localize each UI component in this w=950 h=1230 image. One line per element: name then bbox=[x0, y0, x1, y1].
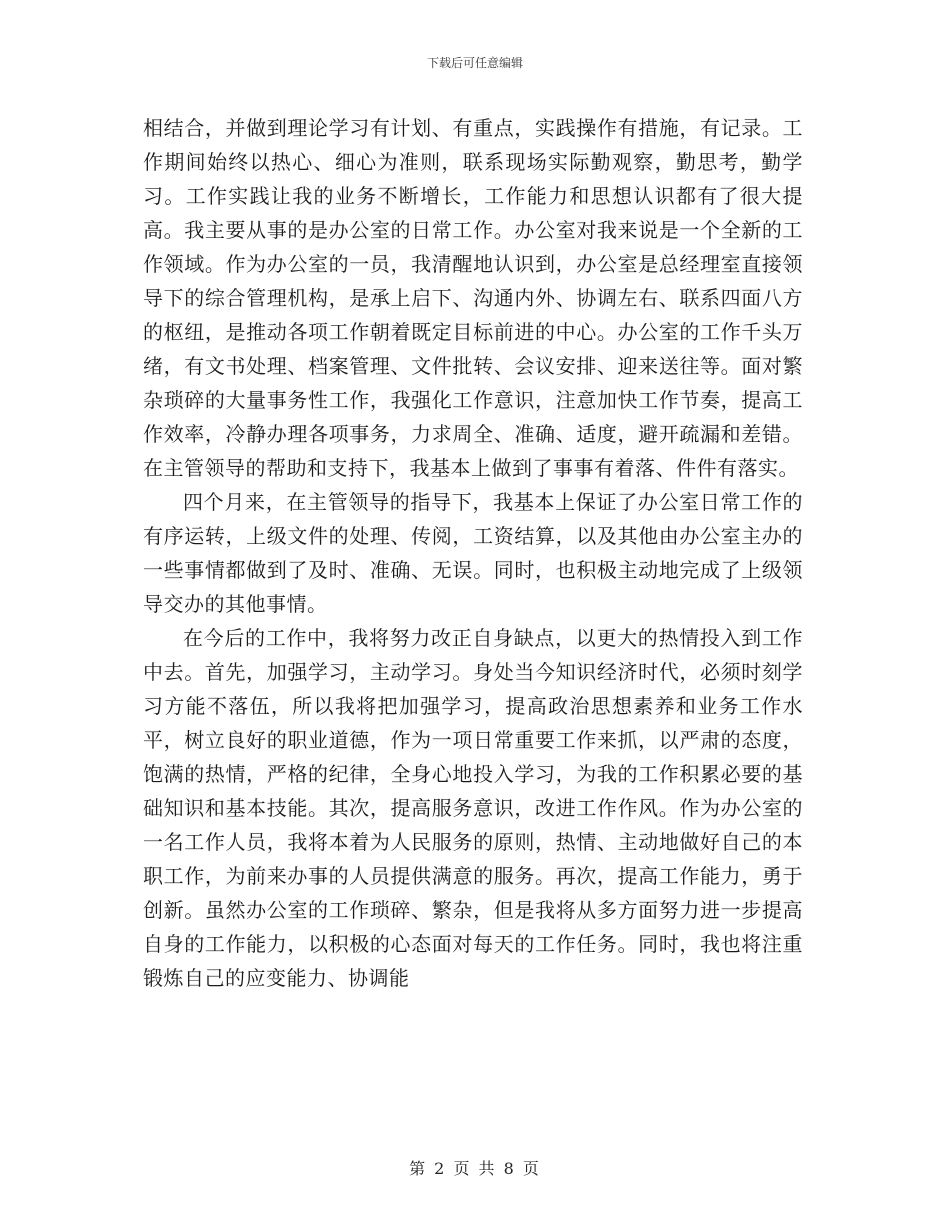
body-paragraph: 相结合，并做到理论学习有计划、有重点，实践操作有措施，有记录。工作期间始终以热心、细心为准则，联系现场实际勤观察，勤思考，勤学习。工作实践让我的业务不断增长，工作能力和思想认识都有了很大提高。我主要从事的是办公室的日常工作。办公室对我来说是一个全新的工作领域。作为办公室的一员，我清醒地认识到，办公室是总经理室直接领导下的综合管理机构，是承上启下、沟通内外、协调左右、联系四面八方的枢纽，是推动各项工作朝着既定目标前进的中心。办公室的工作千头万绪，有文书处理、档案管理、文件批转、会议安排、迎来送往等。面对繁杂琐碎的大量事务性工作，我强化工作意识，注意加快工作节奏，提高工作效率，冷静办理各项事务，力求周全、准确、适度，避开疏漏和差错。在主管领导的帮助和支持下，我基本上做到了事事有着落、件件有落实。 bbox=[143, 116, 803, 480]
body-paragraph: 在今后的工作中，我将努力改正自身缺点，以更大的热情投入到工作中去。首先，加强学习，主动学习。身处当今知识经济时代，必须时刻学习方能不落伍，所以我将把加强学习，提高政治思想素养和业务工作水平，树立良好的职业道德，作为一项日常重要工作来抓，以严肃的态度，饱满的热情，严格的纪律，全身心地投入学习，为我的工作积累必要的基础知识和基本技能。其次，提高服务意识，改进工作作风。作为办公室的一名工作人员，我将本着为人民服务的原则，热情、主动地做好自己的本职工作，为前来办事的人员提供满意的服务。再次，提高工作能力，勇于创新。虽然办公室的工作琐碎、繁杂，但是我将从多方面努力进一步提高自身的工作能力，以积极的心态面对每天的工作任务。同时，我也将注重锻炼自己的应变能力、协调能 bbox=[143, 626, 803, 990]
body-paragraph: 四个月来，在主管领导的指导下，我基本上保证了办公室日常工作的有序运转，上级文件的处理、传阅，工资结算，以及其他由办公室主办的一些事情都做到了及时、准确、无误。同时，也积极主动地完成了上级领导交办的其他事情。 bbox=[143, 490, 803, 616]
page-header: 下载后可任意编辑 bbox=[426, 56, 523, 70]
page-number-footer: 第 2 页 共 8 页 bbox=[409, 1159, 541, 1178]
document-body bbox=[143, 111, 803, 995]
